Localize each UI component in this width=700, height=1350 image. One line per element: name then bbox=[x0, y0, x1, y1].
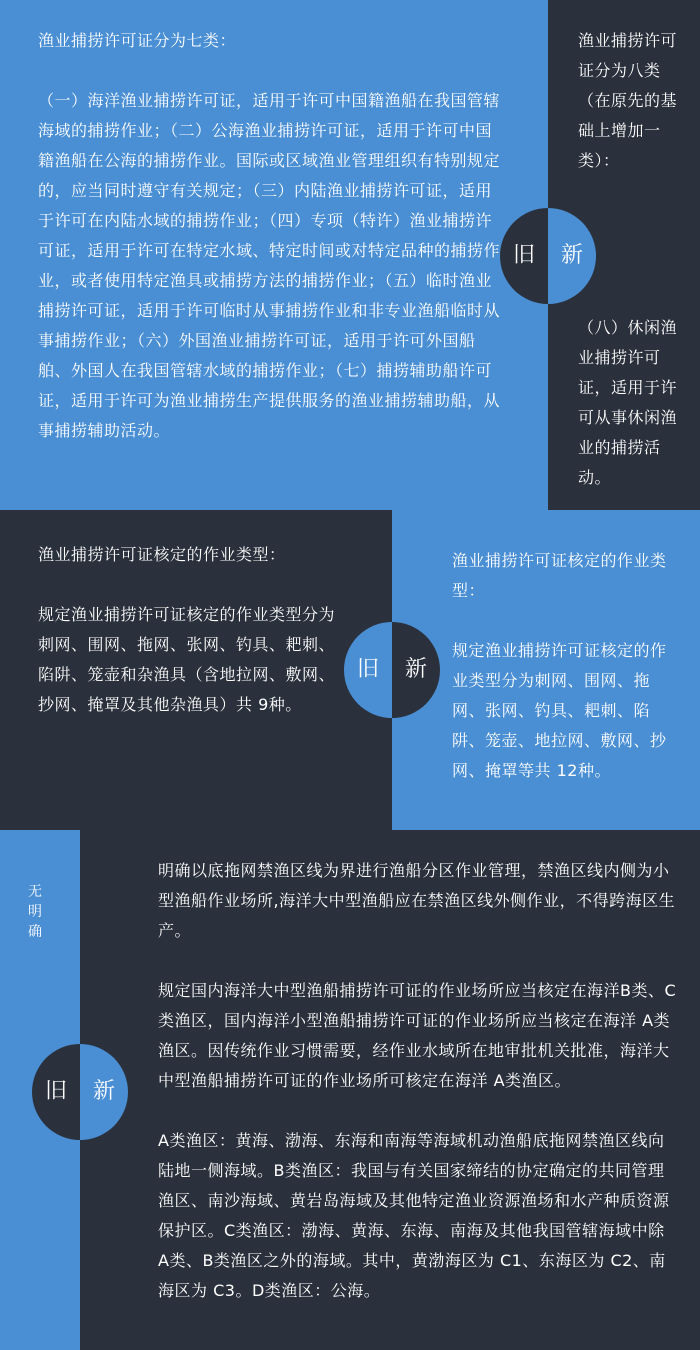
section1-new-heading-text: 渔业捕捞许可证分为八类（在原先的基础上增加一类）： bbox=[578, 31, 678, 170]
badge-old-label: 旧 bbox=[512, 243, 535, 268]
section1-old-heading: 渔业捕捞许可证分为七类： bbox=[38, 31, 237, 50]
section1-new-body: （八）休闲渔业捕捞许可证，适用于许可从事休闲渔业的捕捞活动。 bbox=[578, 318, 678, 487]
section1-old-text bbox=[38, 26, 500, 446]
badge-old-label: 旧 bbox=[356, 657, 379, 682]
section3-old-new-badge bbox=[32, 1044, 128, 1140]
section2-old-heading: 渔业捕捞许可证核定的作业类型： bbox=[38, 545, 286, 564]
section3-old-body: 无明确 bbox=[28, 884, 43, 940]
section3-new-para3: A类渔区：黄海、渤海、东海和南海等海域机动渔船底拖网禁渔区线向陆地一侧海域。B类渔区：我国与有关国家缔结的协定确定的共同管理渔区、南沙海域、黄岩岛海域及其他特定渔业资源渔场和水产种质资源保护区。C类渔区：渤海、黄海、东海、南海及其他我国管辖海域中除 A类、B类渔区之外的海域。其中，黄渤海区为 C1、东海区为 C2、南海区为 C3。D类渔区：公海。 bbox=[158, 1131, 670, 1300]
section1-new-body-wrap bbox=[578, 313, 684, 493]
section1-old-body: （一）海洋渔业捕捞许可证，适用于许可中国籍渔船在我国管辖海域的捕捞作业；（二）公海渔业捕捞许可证，适用于许可中国籍渔船在公海的捕捞作业。国际或区域渔业管理组织有特别规定的，应当同时遵守有关规定；（三）内陆渔业捕捞许可证，适用于许可在内陆水域的捕捞作业；（四）专项（特许）渔业捕捞许可证，适用于许可在特定水域、特定时间或对特定品种的捕捞作业，或者使用特定渔具或捕捞方法的捕捞作业；（五）临时渔业捕捞许可证，适用于许可临时从事捕捞作业和非专业渔船临时从事捕捞作业；（六）外国渔业捕捞许可证，适用于许可外国船舶、外国人在我国管辖水域的捕捞作业；（七）捕捞辅助船许可证，适用于许可为渔业捕捞生产提供服务的渔业捕捞辅助船，从事捕捞辅助活动。 bbox=[38, 91, 501, 440]
section2-new-body: 规定渔业捕捞许可证核定的作业类型分为刺网、围网、拖网、张网、钓具、耙刺、陷阱、笼壶、地拉网、敷网、抄网、掩罩等共 12种。 bbox=[452, 641, 667, 780]
section2-new-text bbox=[452, 546, 678, 786]
badge-new-label: 新 bbox=[92, 1079, 115, 1104]
section3-old-text bbox=[28, 882, 48, 942]
section1-old-new-badge bbox=[500, 208, 596, 304]
section2-old-body: 规定渔业捕捞许可证核定的作业类型分为刺网、围网、拖网、张网、钓具、耙刺、陷阱、笼壶和杂渔具（含地拉网、敷网、抄网、掩罩及其他杂渔具）共 9种。 bbox=[38, 605, 336, 714]
section2-new-heading: 渔业捕捞许可证核定的作业类型： bbox=[452, 551, 667, 600]
section1-new-heading bbox=[578, 26, 684, 176]
badge-new-label: 新 bbox=[404, 657, 427, 682]
badge-new-label: 新 bbox=[560, 243, 583, 268]
section3-new-para1: 明确以底拖网禁渔区线为界进行渔船分区作业管理，禁渔区线内侧为小型渔船作业场所,海洋大中型渔船应在禁渔区线外侧作业，不得跨海区生产。 bbox=[158, 861, 676, 940]
section3-new-para2: 规定国内海洋大中型渔船捕捞许可证的作业场所应当核定在海洋B类、C类渔区，国内海洋小型渔船捕捞许可证的作业场所应当核定在海洋 A类渔区。因传统作业习惯需要，经作业水域所在地审批机关批准，海洋大中型渔船捕捞许可证的作业场所可核定在海洋 A类渔区。 bbox=[158, 981, 677, 1090]
section3-new-text bbox=[158, 856, 678, 1306]
badge-old-label: 旧 bbox=[44, 1079, 67, 1104]
section2-old-new-badge bbox=[344, 622, 440, 718]
section2-old-text bbox=[38, 540, 338, 720]
